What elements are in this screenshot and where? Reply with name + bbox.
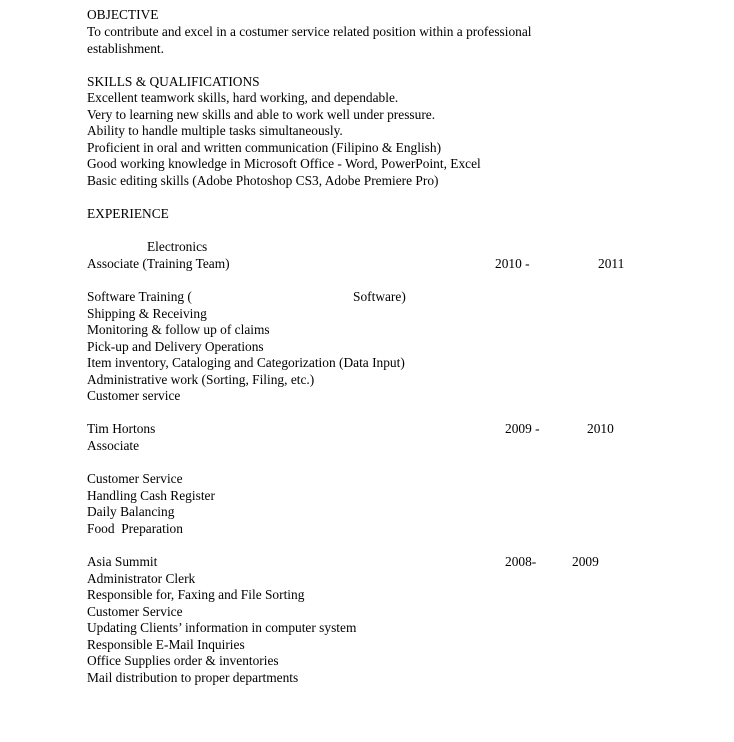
skills-heading: SKILLS & QUALIFICATIONS — [87, 74, 260, 89]
job-company: Tim Hortons — [87, 421, 156, 436]
job-company: Asia Summit — [87, 554, 158, 569]
job-start-year: 2009 - — [505, 421, 540, 436]
experience-heading: EXPERIENCE — [87, 206, 169, 221]
job-duty: Administrative work (Sorting, Filing, etc.) — [87, 372, 315, 387]
job-duty: Item inventory, Cataloging and Categorization (Data Input) — [87, 355, 405, 370]
job-end-year: 2009 — [572, 554, 599, 569]
job-duty: Responsible for, Faxing and File Sorting — [87, 587, 305, 602]
objective-heading: OBJECTIVE — [87, 7, 159, 22]
job-duty: Updating Clients’ information in computer system — [87, 620, 357, 635]
skill-item: Good working knowledge in Microsoft Office - Word, PowerPoint, Excel — [87, 156, 481, 171]
job-duty: Handling Cash Register — [87, 488, 215, 503]
job-duty: Pick-up and Delivery Operations — [87, 339, 264, 354]
skill-item: Ability to handle multiple tasks simultaneously. — [87, 123, 343, 138]
skill-item: Proficient in oral and written communication (Filipino & English) — [87, 140, 442, 155]
job-duty: Food Preparation — [87, 521, 183, 536]
job-duty: Mail distribution to proper departments — [87, 670, 299, 685]
objective-line: To contribute and excel in a costumer service related position within a professional — [87, 24, 532, 39]
job-title: Associate (Training Team) — [87, 256, 230, 271]
job-duty: Customer Service — [87, 604, 183, 619]
job-duty: Customer service — [87, 388, 181, 403]
job-start-year: 2010 - — [495, 256, 530, 271]
objective-line: establishment. — [87, 41, 164, 56]
job-company: Electronics — [147, 239, 208, 254]
job-duty: Customer Service — [87, 471, 183, 486]
job-duty: Monitoring & follow up of claims — [87, 322, 270, 337]
skill-item: Basic editing skills (Adobe Photoshop CS3, Adobe Premiere Pro) — [87, 173, 439, 188]
job-duty: Shipping & Receiving — [87, 306, 207, 321]
job-start-year: 2008- — [505, 554, 537, 569]
job-duty: Responsible E-Mail Inquiries — [87, 637, 245, 652]
skill-item: Very to learning new skills and able to work well under pressure. — [87, 107, 436, 122]
job-duty: Daily Balancing — [87, 504, 175, 519]
job-end-year: 2010 — [587, 421, 614, 436]
job-title: Administrator Clerk — [87, 571, 196, 586]
job-duty: Software Training ( — [87, 289, 192, 304]
job-end-year: 2011 — [598, 256, 625, 271]
skill-item: Excellent teamwork skills, hard working, and dependable. — [87, 90, 399, 105]
job-duty: Office Supplies order & inventories — [87, 653, 279, 668]
job-duty: Software) — [353, 289, 406, 304]
job-title: Associate — [87, 438, 140, 453]
